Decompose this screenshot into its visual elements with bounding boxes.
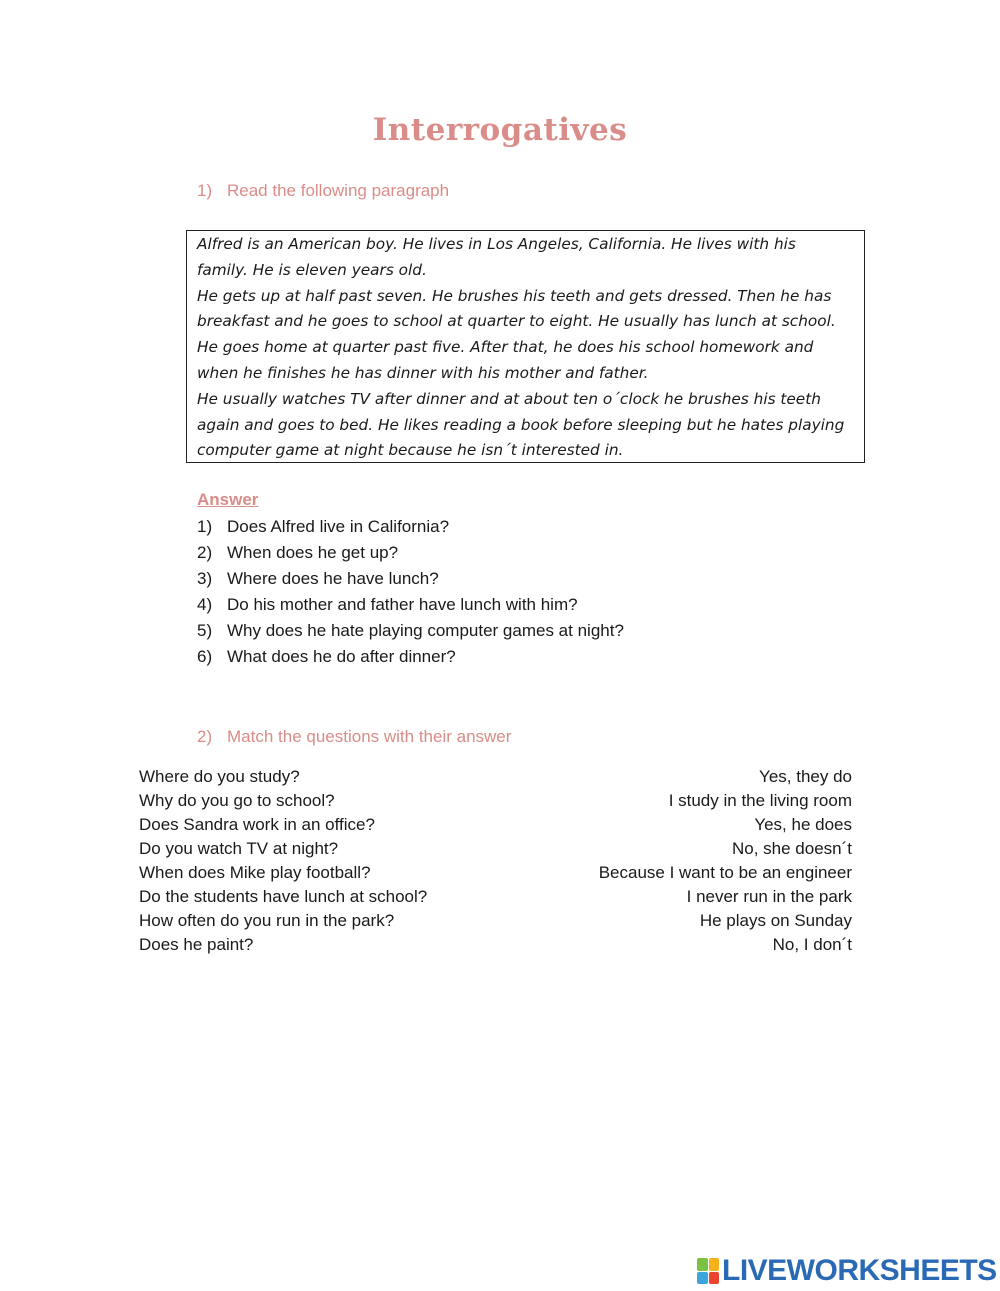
question-number: 5) — [197, 621, 213, 640]
passage-line: when he finishes he has dinner with his mother and father. — [197, 363, 649, 382]
question-text: Do his mother and father have lunch with him? — [227, 595, 578, 614]
question-text: What does he do after dinner? — [227, 647, 456, 666]
passage-line: He gets up at half past seven. He brushes his teeth and gets dressed. Then he has — [197, 286, 832, 305]
question-text: When does he get up? — [227, 543, 399, 562]
question-text: Where does he have lunch? — [227, 569, 439, 588]
page-title: Interrogatives — [372, 112, 628, 148]
question-list — [197, 514, 624, 670]
liveworksheets-mark-icon — [697, 1258, 719, 1284]
match-answer: Yes, he does — [754, 815, 852, 834]
passage-line: He goes home at quarter past five. After that, he does his school homework and — [197, 338, 814, 357]
question-item — [197, 514, 624, 540]
section-2-number: 2) — [197, 727, 213, 746]
match-question: Do the students have lunch at school? — [139, 887, 428, 906]
question-item — [197, 540, 624, 566]
passage-line: family. He is eleven years old. — [197, 260, 427, 279]
logo-text: LIVEWORKSHEETS — [722, 1254, 997, 1287]
question-number: 6) — [197, 647, 213, 666]
match-answer: He plays on Sunday — [699, 911, 852, 930]
section-1-heading-text: Read the following paragraph — [227, 181, 450, 200]
match-question: Does Sandra work in an office? — [139, 815, 375, 834]
answer-label: Answer — [197, 490, 259, 509]
passage-line: again and goes to bed. He likes reading a book before sleeping but he hates playing — [197, 415, 845, 434]
question-item — [197, 618, 624, 644]
logo-block — [709, 1258, 720, 1271]
section-1-number: 1) — [197, 181, 213, 200]
match-answer: No, I don´t — [772, 935, 852, 954]
question-number: 2) — [197, 543, 213, 562]
reading-passage-box — [186, 230, 865, 463]
passage-line: He usually watches TV after dinner and at about ten o´clock he brushes his teeth — [197, 389, 821, 408]
question-text: Does Alfred live in California? — [227, 517, 450, 536]
section-2-heading-text: Match the questions with their answer — [227, 727, 512, 746]
match-question: When does Mike play football? — [139, 863, 371, 882]
liveworksheets-logo — [697, 1255, 997, 1287]
question-item — [197, 566, 624, 592]
match-questions-column — [139, 765, 427, 957]
question-number: 4) — [197, 595, 213, 614]
question-item — [197, 592, 624, 618]
match-answer: I never run in the park — [686, 887, 852, 906]
question-number: 1) — [197, 517, 213, 536]
section-1-heading — [197, 181, 449, 201]
section-2-heading — [197, 727, 511, 747]
passage-line: computer game at night because he isn´t interested in. — [197, 441, 624, 460]
passage-line: Alfred is an American boy. He lives in Los Angeles, California. He lives with his — [197, 235, 796, 253]
match-question: Where do you study? — [139, 767, 300, 786]
passage-line: breakfast and he goes to school at quarter to eight. He usually has lunch at school. — [197, 312, 836, 331]
match-answer: I study in the living room — [668, 791, 852, 810]
match-question: How often do you run in the park? — [139, 911, 395, 930]
question-number: 3) — [197, 569, 213, 588]
question-item — [197, 644, 624, 670]
match-question: Does he paint? — [139, 935, 254, 954]
logo-block — [697, 1272, 708, 1285]
match-answer: No, she doesn´t — [731, 839, 852, 858]
question-text: Why does he hate playing computer games at night? — [227, 621, 624, 640]
logo-block — [709, 1272, 720, 1285]
match-answers-column — [599, 765, 852, 957]
match-answer: Yes, they do — [759, 767, 852, 786]
match-question: Why do you go to school? — [139, 791, 335, 810]
match-question: Do you watch TV at night? — [139, 839, 339, 858]
match-answer: Because I want to be an engineer — [598, 863, 852, 882]
logo-block — [697, 1258, 708, 1271]
